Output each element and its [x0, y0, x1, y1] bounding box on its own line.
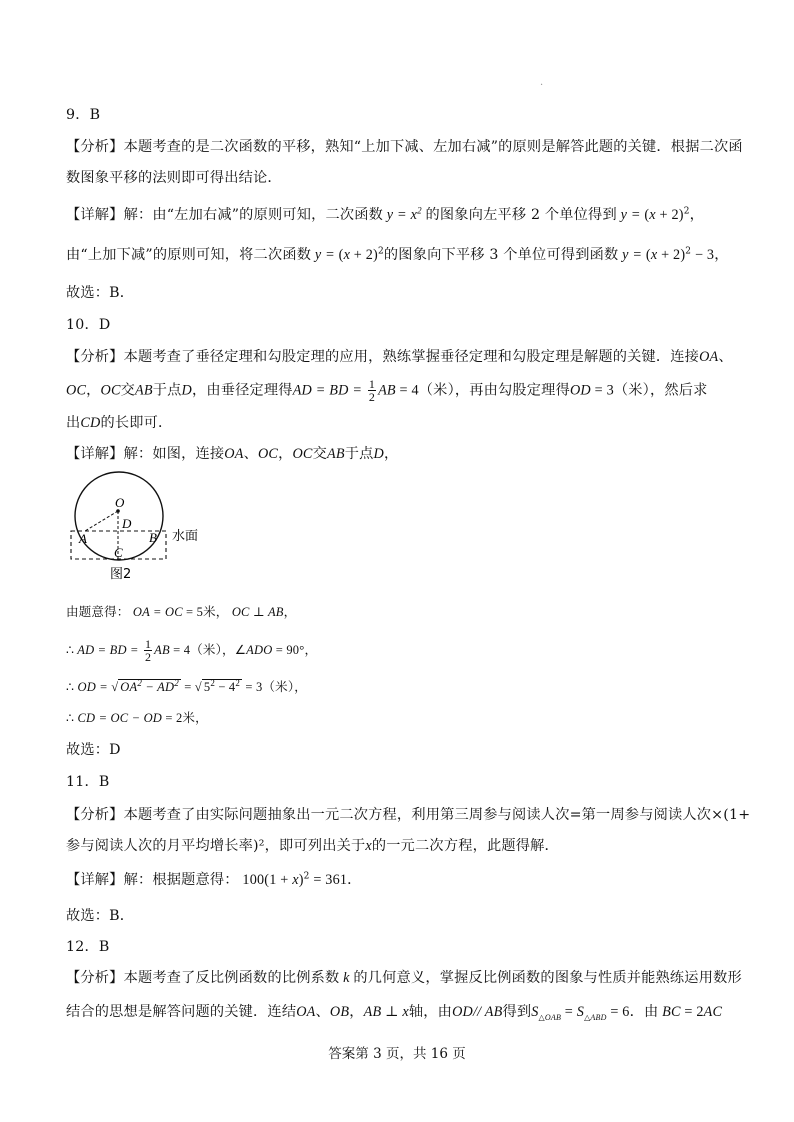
label-B: B [149, 530, 157, 545]
q11-answer: 故选：B． [66, 908, 135, 924]
page-footer: 答案第 3 页，共 16 页 [328, 1046, 466, 1062]
q10-detail-line1: 【详解】解：如图，连接OA、OC，OC交AB于点D， [66, 446, 399, 462]
label-O: O [115, 495, 125, 510]
q9-answer: 故选：B． [66, 285, 135, 301]
q9-analysis-line1: 【分析】本题考查的是二次函数的平移，熟知“上加下减、左加右减”的原则是解答此题的关键．根据二次函 [66, 139, 743, 155]
q10-number: 10．D [66, 317, 111, 333]
scan-dot: · [540, 80, 544, 91]
label-D: D [122, 516, 132, 531]
q11-detail-line1: 【详解】解：根据题意得： $100(1 + x)^2 = 361$． [66, 871, 362, 888]
q10-step3: ∴ OD = √ $OA^2 - AD^2$ = √ $5^2 - 4^2 = 3$（米）， [66, 677, 308, 694]
q11-analysis-line2: 参与阅读人次的月平均增长率)²，即可列出关于x的一元二次方程，此题得解． [66, 838, 559, 854]
q10-answer: 故选：D [66, 742, 121, 758]
q10-step1: 由题意得： OA = OC = 5米， OC ⊥ AB， [66, 604, 297, 619]
q9-analysis-line2: 数图象平移的法则即可得出结论． [66, 170, 282, 186]
q10-analysis-line2: OC，OC交AB于点D，由垂径定理得AD = BD = $\frac{1}{2}$ AB = 4（米），再由勾股定理得OD = 3（米），然后求 [66, 377, 708, 404]
label-water: 水面 [172, 529, 199, 544]
q9-detail-line1: 【详解】解：由“左加右减”的原则可知，二次函数 $y = x^2$ 的图象向左平移 2 个单位得到 $y = (x + 2)^2$， [66, 205, 705, 223]
q11-number: 11．B [66, 774, 110, 790]
q9-number: 9．B [66, 107, 101, 123]
segment-OA [85, 511, 118, 531]
circle-diagram [66, 470, 226, 585]
q10-analysis-line1: 【分析】本题考查了垂径定理和勾股定理的应用，熟练掌握垂径定理和勾股定理是解题的关键．连接OA、 [66, 349, 733, 365]
label-A: A [79, 531, 87, 546]
q12-analysis-line2: 结合的思想是解答问题的关键．连结OA、OB，AB ⊥ x轴，由OD// AB得到$S_{\triangle OAB} = S_{\triangle ABD} = 6$．由 BC = 2AC [66, 1004, 723, 1022]
q11-analysis-line1: 【分析】本题考查了由实际问题抽象出一元二次方程，利用第三周参与阅读人次=第一周参与阅读人次×(1+ [66, 807, 751, 823]
q10-analysis-line3: 出CD的长即可． [66, 415, 173, 431]
q12-analysis-line1: 【分析】本题考查了反比例函数的比例系数 k 的几何意义，掌握反比例函数的图象与性质并能熟练运用数形 [66, 970, 742, 986]
label-C: C [114, 545, 123, 560]
q9-detail-line2: 由“上加下减”的原则可知，将二次函数 $y = (x + 2)^2$的图象向下平移 3 个单位可得到函数 $y = (x + 2)^2 - 3$， [66, 246, 729, 263]
q10-step2: ∴ AD = BD = $\frac{1}{2}$ AB = 4（米），∠ADO = 90°， [66, 637, 318, 664]
figure-caption: 图2 [110, 567, 132, 582]
q12-number: 12．B [66, 939, 110, 955]
q10-step4: ∴ CD = OC − OD = 2米， [66, 710, 208, 725]
